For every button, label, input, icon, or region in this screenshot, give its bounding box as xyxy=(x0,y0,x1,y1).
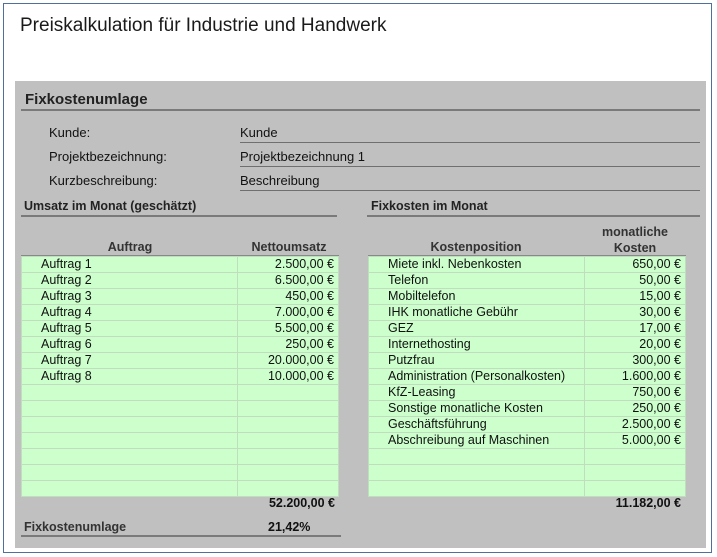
row-value-cell[interactable]: 300,00 € xyxy=(584,353,685,369)
row-label-cell[interactable]: Administration (Personalkosten) xyxy=(369,369,585,385)
table-row xyxy=(22,289,339,305)
table-row xyxy=(369,305,686,321)
row-label-cell[interactable]: IHK monatliche Gebühr xyxy=(369,305,585,321)
col-auftrag-header: Auftrag xyxy=(107,240,153,254)
row-value-cell[interactable]: 650,00 € xyxy=(584,257,685,273)
row-value-cell[interactable]: 2.500,00 € xyxy=(584,417,685,433)
table-row xyxy=(22,257,339,273)
table-row xyxy=(369,289,686,305)
kurzbeschreibung-label: Kurzbeschreibung: xyxy=(49,173,158,188)
row-value-cell[interactable]: 50,00 € xyxy=(584,273,685,289)
row-value-cell[interactable]: 7.000,00 € xyxy=(238,305,339,321)
row-label-cell[interactable] xyxy=(22,385,238,401)
row-label-cell[interactable] xyxy=(22,417,238,433)
col-kosten-header-line1: monatliche xyxy=(602,225,668,239)
row-label-cell[interactable]: Auftrag 1 xyxy=(22,257,238,273)
fixkostenumlage-label: Fixkostenumlage xyxy=(24,520,127,534)
row-label-cell[interactable] xyxy=(369,449,585,465)
row-value-cell[interactable]: 250,00 € xyxy=(238,337,339,353)
row-value-cell[interactable]: 5.000,00 € xyxy=(584,433,685,449)
table-row xyxy=(22,433,339,449)
fixkosten-total: 11.182,00 € xyxy=(615,496,681,510)
umsatz-total: 52.200,00 € xyxy=(268,496,335,510)
table-row xyxy=(369,273,686,289)
row-label-cell[interactable]: Geschäftsführung xyxy=(369,417,585,433)
table-row xyxy=(22,385,339,401)
row-label-cell[interactable]: Mobiltelefon xyxy=(369,289,585,305)
col-netto-header: Nettoumsatz xyxy=(251,240,327,254)
table-row xyxy=(369,321,686,337)
row-label-cell[interactable]: Putzfrau xyxy=(369,353,585,369)
row-label-cell[interactable]: KfZ-Leasing xyxy=(369,385,585,401)
row-label-cell[interactable]: Abschreibung auf Maschinen xyxy=(369,433,585,449)
row-label-cell[interactable]: Auftrag 7 xyxy=(22,353,238,369)
row-label-cell[interactable] xyxy=(22,481,238,497)
app-title: Preiskalkulation für Industrie und Handwerk xyxy=(20,15,387,36)
row-label-cell[interactable] xyxy=(369,465,585,481)
row-value-cell[interactable]: 20.000,00 € xyxy=(238,353,339,369)
row-value-cell[interactable] xyxy=(584,465,685,481)
kunde-label: Kunde: xyxy=(49,125,91,140)
row-label-cell[interactable]: Sonstige monatliche Kosten xyxy=(369,401,585,417)
row-value-cell[interactable] xyxy=(238,433,339,449)
table-row xyxy=(22,449,339,465)
app-window xyxy=(3,3,712,553)
section-title: Fixkostenumlage xyxy=(25,91,148,108)
row-label-cell[interactable]: Auftrag 8 xyxy=(22,369,238,385)
table-row xyxy=(369,369,686,385)
row-value-cell[interactable]: 17,00 € xyxy=(584,321,685,337)
table-row xyxy=(369,433,686,449)
table-row xyxy=(22,481,339,497)
table-row xyxy=(22,305,339,321)
fixkostenumlage-value: 21,42% xyxy=(268,520,311,534)
row-value-cell[interactable] xyxy=(238,465,339,481)
col-kostenposition-header: Kostenposition xyxy=(430,240,522,254)
row-label-cell[interactable] xyxy=(369,481,585,497)
projekt-field[interactable]: Projektbezeichnung 1 xyxy=(240,149,700,167)
row-label-cell[interactable]: Auftrag 3 xyxy=(22,289,238,305)
table-row xyxy=(369,449,686,465)
row-label-cell[interactable]: Miete inkl. Nebenkosten xyxy=(369,257,585,273)
row-label-cell[interactable]: GEZ xyxy=(369,321,585,337)
projekt-label: Projektbezeichnung: xyxy=(49,149,167,164)
fixkostenumlage-divider xyxy=(21,535,341,537)
row-label-cell[interactable] xyxy=(22,433,238,449)
row-label-cell[interactable] xyxy=(22,401,238,417)
row-value-cell[interactable]: 15,00 € xyxy=(584,289,685,305)
fixkosten-sheet xyxy=(15,81,706,548)
table-row xyxy=(22,417,339,433)
row-label-cell[interactable] xyxy=(22,465,238,481)
table-row xyxy=(369,401,686,417)
kunde-field[interactable]: Kunde xyxy=(240,125,700,143)
row-value-cell[interactable]: 6.500,00 € xyxy=(238,273,339,289)
row-value-cell[interactable] xyxy=(238,385,339,401)
row-label-cell[interactable]: Internethosting xyxy=(369,337,585,353)
table-row xyxy=(369,353,686,369)
row-value-cell[interactable]: 450,00 € xyxy=(238,289,339,305)
table-row xyxy=(22,353,339,369)
row-value-cell[interactable] xyxy=(238,449,339,465)
row-value-cell[interactable]: 5.500,00 € xyxy=(238,321,339,337)
row-value-cell[interactable]: 30,00 € xyxy=(584,305,685,321)
row-label-cell[interactable]: Telefon xyxy=(369,273,585,289)
col-kosten-header xyxy=(584,224,686,256)
umsatz-table xyxy=(21,256,339,497)
row-value-cell[interactable] xyxy=(584,449,685,465)
umsatz-divider xyxy=(21,215,337,217)
row-value-cell[interactable] xyxy=(238,481,339,497)
umsatz-title: Umsatz im Monat (geschätzt) xyxy=(24,199,197,213)
table-row xyxy=(369,465,686,481)
table-row xyxy=(369,337,686,353)
fixkosten-table xyxy=(368,256,686,497)
row-value-cell[interactable] xyxy=(584,481,685,497)
row-value-cell[interactable]: 1.600,00 € xyxy=(584,369,685,385)
row-label-cell[interactable]: Auftrag 2 xyxy=(22,273,238,289)
col-kosten-header-line2: Kosten xyxy=(613,241,657,255)
row-value-cell[interactable]: 10.000,00 € xyxy=(238,369,339,385)
row-value-cell[interactable]: 20,00 € xyxy=(584,337,685,353)
row-label-cell[interactable]: Auftrag 6 xyxy=(22,337,238,353)
table-row xyxy=(369,257,686,273)
table-row xyxy=(22,401,339,417)
row-value-cell[interactable] xyxy=(238,417,339,433)
row-value-cell[interactable]: 250,00 € xyxy=(584,401,685,417)
table-row xyxy=(22,337,339,353)
table-row xyxy=(22,369,339,385)
table-row xyxy=(369,385,686,401)
row-label-cell[interactable] xyxy=(22,449,238,465)
table-row xyxy=(22,321,339,337)
row-value-cell[interactable] xyxy=(238,401,339,417)
table-row xyxy=(22,465,339,481)
section-divider xyxy=(21,109,700,111)
kurzbeschreibung-field[interactable]: Beschreibung xyxy=(240,173,700,191)
row-label-cell[interactable]: Auftrag 5 xyxy=(22,321,238,337)
row-label-cell[interactable]: Auftrag 4 xyxy=(22,305,238,321)
fixkosten-divider xyxy=(367,215,700,217)
row-value-cell[interactable]: 750,00 € xyxy=(584,385,685,401)
table-row xyxy=(369,481,686,497)
table-row xyxy=(369,417,686,433)
table-row xyxy=(22,273,339,289)
fixkosten-title: Fixkosten im Monat xyxy=(371,199,488,213)
row-value-cell[interactable]: 2.500,00 € xyxy=(238,257,339,273)
